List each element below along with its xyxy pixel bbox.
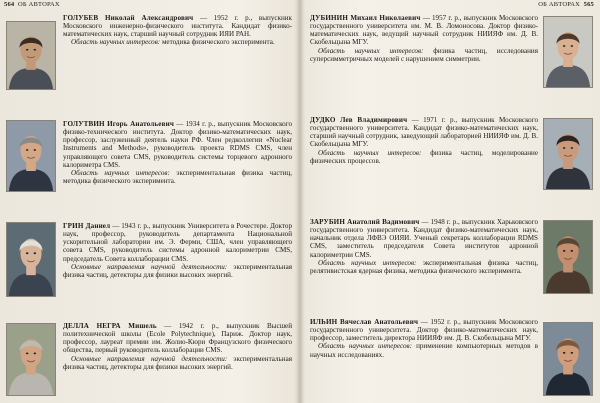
right-page (300, 0, 600, 403)
portrait-photo (7, 121, 55, 191)
running-head-title: ОБ АВТОРАХ (18, 1, 60, 8)
interests-text: экспериментальная физика частиц, детекторы для физики высоких энергий. (63, 354, 292, 371)
author-name: ГОЛУТВИН Игорь Анатольевич (63, 120, 174, 128)
page-number: 565 (583, 1, 594, 8)
author-bio (63, 322, 292, 371)
author-bio (63, 14, 292, 47)
portrait-photo (7, 22, 55, 89)
interests-text: экспериментальная физика частиц, детекторы для физики высоких энергий. (63, 262, 292, 279)
interests-label: Область научных интересов: (318, 46, 424, 55)
author-bio (310, 218, 538, 275)
book-gutter (296, 0, 304, 403)
author-photo (543, 322, 593, 396)
author-photo (6, 120, 56, 192)
author-bio (63, 222, 292, 279)
interests-label: Область научных интересов: (318, 258, 417, 267)
interests-text: методика физического эксперимента. (160, 38, 275, 47)
portrait-photo (544, 323, 592, 395)
interests-label: Область научных интересов: (71, 168, 170, 177)
author-bio (310, 14, 538, 63)
interests-label: Основные направления научной деятельности: (71, 262, 228, 271)
author-photo (6, 323, 56, 396)
author-photo (543, 118, 593, 190)
author-description: — 1943 г. р., выпускник Университета в Рочестере. Доктор наук, профессор, руководитель департамента Национальной ускорительной лаборатории им. Э. Ферми, США, член управляющего совета CMS, руководитель системы адронной калориметрии CMS, председатель Совета коллаборации CMS. (63, 222, 292, 263)
author-description: — 1934 г. р., выпускник Московского физико-технического института. Доктор физико-математических наук, профессор, заслуженный деятель науки РФ. Член редколлегии «Nuclear Instruments and Methods», руководитель проекта RDMS CMS, член управляющего совета CMS, руководитель системы торцевого адронного калориметра CMS. (63, 120, 292, 169)
author-description: — 1942 г. р., выпускник Высшей политехнической школы (Ecole Polytechnique), Париж. Доктор наук, профессор, лауреат премии им. Жолио-Кюри Французского физического общества, первый руководитель коллаборации CMS. (63, 322, 293, 355)
author-name: ЗАРУБИН Анатолий Вадимович (310, 218, 420, 226)
portrait-photo (7, 223, 55, 296)
interests-text: применение компьютерных методов в научных исследованиях. (310, 342, 538, 359)
interests-label: Область научных интересов: (318, 342, 412, 351)
running-head-right (538, 1, 594, 8)
author-description: — 1952 г. р., выпускник Московского инженерно-физического института. Кандидат физико-математических наук, старший научный сотрудник ИЯИ РАН. (63, 14, 293, 39)
interests-text: экспериментальная физика частиц, релятивистская ядерная физика, методика физического эксперимента. (310, 258, 538, 275)
author-name: ДЕЛЛА НЕГРА Мишель (63, 322, 157, 330)
running-head-left (4, 1, 60, 8)
portrait-photo (7, 324, 55, 395)
author-bio (310, 116, 538, 165)
interests-text: экспериментальная физика частиц, методика физического эксперимента. (63, 168, 292, 186)
author-photo (543, 220, 593, 294)
author-description: — 1948 г. р., выпускник Харьковского государственного университета. Кандидат физико-математических наук, начальник отдела ЛФВЭ ОИЯИ. Ученый секретарь коллаборации RDMS CMS, заместитель председателя Совета институтов адронной калориметрии CMS. (310, 218, 538, 259)
page-number: 564 (4, 1, 15, 8)
author-description: — 1971 г. р., выпускник Московского государственного университета. Кандидат физико-математических наук, старший научный сотрудник, заведующий лабораторией НИИЯФ им. Д. В. Скобельцына МГУ. (310, 116, 538, 149)
author-name: ИЛЬИН Вячеслав Анатольевич (310, 318, 419, 326)
interests-text: физика частиц, моделирование физических процессов. (310, 148, 539, 165)
author-name: ГРИН Даниел (63, 222, 111, 230)
author-photo (6, 222, 56, 297)
running-head-title: ОБ АВТОРАХ (538, 1, 580, 8)
author-name: ДУБИНИН Михаил Николаевич (310, 14, 421, 22)
author-photo (543, 16, 593, 88)
portrait-photo (544, 17, 592, 87)
interests-label: Основные направления научной деятельности: (71, 354, 228, 363)
interests-label: Область научных интересов: (71, 38, 161, 47)
author-description: — 1952 г. р., выпускник Московского государственного университета. Доктор физико-математических наук, профессор, заместитель директора НИИЯФ им. Д. В. Скобельцына МГУ. (310, 318, 538, 343)
portrait-photo (544, 119, 592, 189)
author-name: ДУДКО Лев Владимирович (310, 116, 408, 124)
author-description: — 1957 г. р., выпускник Московского государственного университета им. М. В. Ломоносова. Доктор физико-математических наук, ведущий научный сотрудник НИИЯФ им. Д. В. Скобельцына МГУ. (310, 14, 538, 47)
interests-label: Область научных интересов: (318, 148, 422, 157)
author-photo (6, 21, 56, 90)
author-bio (310, 318, 538, 359)
interests-text: физика частиц, исследования суперсимметричных моделей с нарушением симметрии. (310, 46, 538, 63)
author-bio (63, 120, 292, 185)
author-name: ГОЛУБЕВ Николай Александрович (63, 14, 194, 22)
portrait-photo (544, 221, 592, 293)
